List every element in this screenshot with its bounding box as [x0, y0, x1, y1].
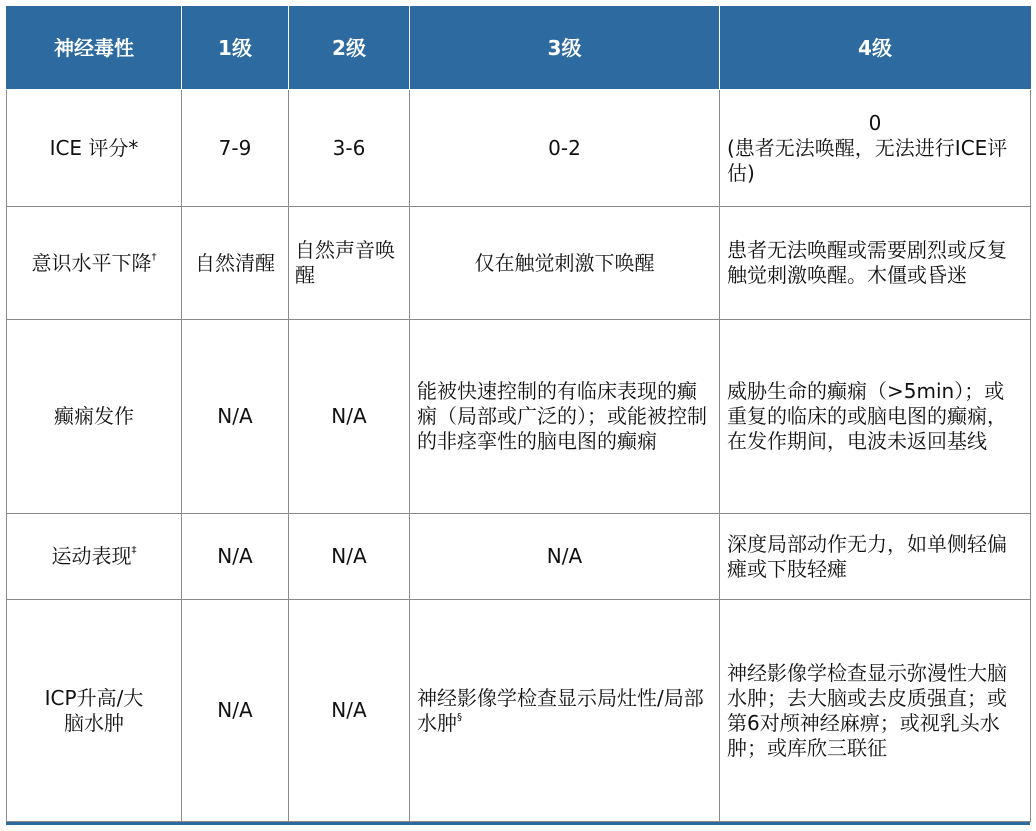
row-label-icp-edema	[7, 600, 182, 822]
double-dagger-footnote-mark: ‡	[131, 545, 137, 556]
section-footnote-mark: §	[457, 711, 462, 723]
header-neurotoxicity: 神经毒性	[7, 7, 182, 90]
grade-3-cell: 仅在触觉刺激下唤醒	[410, 207, 720, 320]
row-label-ice-score	[7, 90, 182, 207]
grade-4-cell	[720, 90, 1031, 207]
grade-4-cell: 患者无法唤醒或需要剧烈或反复触觉刺激唤醒。木僵或昏迷	[720, 207, 1031, 320]
grade-4-cell: 神经影像学检查显示弥漫性大脑水肿；去大脑或去皮质强直；或第6对颅神经麻痹；或视乳头水肿；或库欣三联征	[720, 600, 1031, 822]
grade-4-cell: 深度局部动作无力，如单侧轻偏瘫或下肢轻瘫	[720, 514, 1031, 600]
table-row	[7, 514, 1031, 600]
grade-4-cell: 威胁生命的癫痫（>5min）；或重复的临床的或脑电图的癫痫，在发作期间，电波未返回基线	[720, 320, 1031, 514]
neurotoxicity-grading-table	[6, 6, 1031, 822]
grade-3-cell: 能被快速控制的有临床表现的癫痫（局部或广泛的）；或能被控制的非痉挛性的脑电图的癫痫	[410, 320, 720, 514]
table-row	[7, 320, 1031, 514]
grade-4-note: (患者无法唤醒，无法进行ICE评估)	[727, 135, 1008, 185]
header-row	[7, 7, 1031, 90]
grade-2-cell: N/A	[289, 320, 410, 514]
row-label-text: 运动表现	[51, 544, 132, 568]
grade-1-cell: N/A	[182, 320, 289, 514]
row-label-seizure	[7, 320, 182, 514]
table-row	[7, 90, 1031, 207]
header-grade-2: 2级	[289, 7, 410, 90]
row-label-text: ICP升高/大脑水肿	[44, 685, 144, 735]
grade-1-cell: 自然清醒	[182, 207, 289, 320]
grade-1-cell: N/A	[182, 514, 289, 600]
row-label-motor	[7, 514, 182, 600]
dagger-footnote-mark: †	[151, 251, 157, 263]
grade-2-cell: 自然声音唤醒	[289, 207, 410, 320]
row-label-text: 意识水平下降	[31, 250, 152, 275]
row-label-consciousness	[7, 207, 182, 320]
grade-3-cell	[410, 600, 720, 822]
row-label-text: ICE 评分*	[49, 135, 139, 160]
table-bottom-rule	[6, 822, 1030, 825]
grade-3-cell: 0-2	[410, 90, 720, 207]
grade-1-cell: N/A	[182, 600, 289, 822]
grade-2-cell: N/A	[289, 514, 410, 600]
header-grade-4: 4级	[720, 7, 1031, 90]
header-grade-3: 3级	[410, 7, 720, 90]
grade-3-text: 神经影像学检查显示局灶性/局部水肿	[417, 685, 704, 735]
header-grade-1: 1级	[182, 7, 289, 90]
grade-2-cell: 3-6	[289, 90, 410, 207]
grade-1-cell: 7-9	[182, 90, 289, 207]
grade-3-cell: N/A	[410, 514, 720, 600]
table-row	[7, 600, 1031, 822]
table-row	[7, 207, 1031, 320]
grade-2-cell: N/A	[289, 600, 410, 822]
grade-4-score: 0	[868, 110, 882, 135]
row-label-text: 癫痫发作	[54, 404, 134, 428]
